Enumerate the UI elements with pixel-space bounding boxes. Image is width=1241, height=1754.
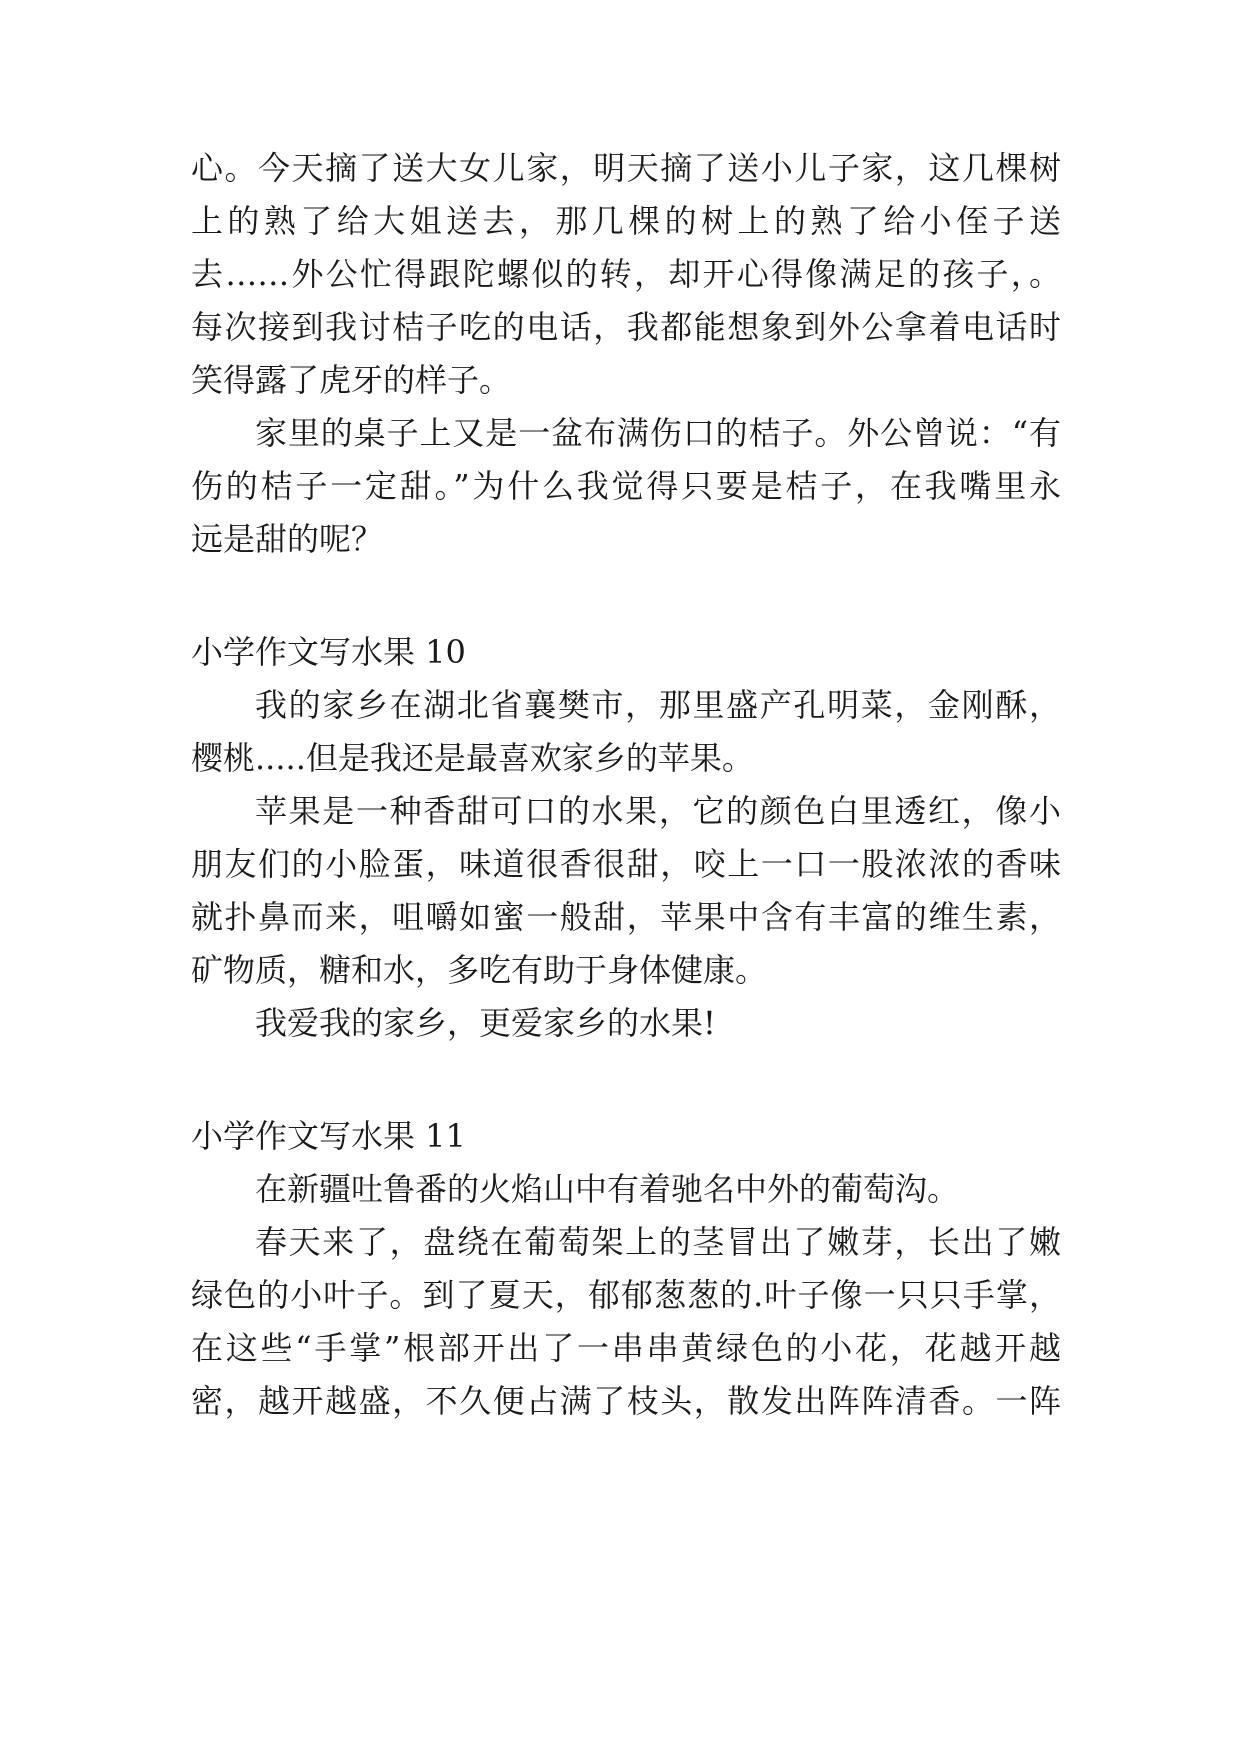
text-line: 樱桃.....但是我还是最喜欢家乡的苹果。 <box>191 739 754 777</box>
text-line: 就扑鼻而来，咀嚼如蜜一般甜，苹果中含有丰富的维生素， <box>191 898 1061 936</box>
text-line: 去……外公忙得跟陀螺似的转，却开心得像满足的孩子，。 <box>191 255 1061 293</box>
essay-title: 小学作文写水果 11 <box>191 1117 466 1155</box>
text-line: 春天来了，盘绕在葡萄架上的茎冒出了嫩芽，长出了嫩 <box>255 1223 1061 1261</box>
text-line: 我的家乡在湖北省襄樊市，那里盛产孔明菜，金刚酥， <box>255 686 1061 724</box>
text-line: 矿物质，糖和水，多吃有助于身体健康。 <box>191 951 768 989</box>
text-line: 在新疆吐鲁番的火焰山中有着驰名中外的葡萄沟。 <box>255 1170 960 1208</box>
text-line: 每次接到我讨桔子吃的电话，我都能想象到外公拿着电话时 <box>191 308 1061 346</box>
text-line: 苹果是一种香甜可口的水果，它的颜色白里透红，像小 <box>255 792 1061 830</box>
text-line: 家里的桌子上又是一盆布满伤口的桔子。外公曾说：“有 <box>255 414 1061 452</box>
text-line: 笑得露了虎牙的样子。 <box>191 361 512 399</box>
text-line: 远是甜的呢？ <box>191 520 384 558</box>
text-line: 心。今天摘了送大女儿家，明天摘了送小儿子家，这几棵树 <box>191 149 1061 187</box>
text-line: 我爱我的家乡，更爱家乡的水果! <box>255 1004 716 1042</box>
text-line: 密，越开越盛，不久便占满了枝头，散发出阵阵清香。一阵 <box>191 1382 1061 1420</box>
text-line: 伤的桔子一定甜。”为什么我觉得只要是桔子，在我嘴里永 <box>191 467 1061 505</box>
text-line: 朋友们的小脸蛋，味道很香很甜，咬上一口一股浓浓的香味 <box>191 845 1061 883</box>
essay-title: 小学作文写水果 10 <box>191 633 466 671</box>
text-line: 上的熟了给大姐送去，那几棵的树上的熟了给小侄子送 <box>191 202 1061 240</box>
text-line: 在这些“手掌”根部开出了一串串黄绿色的小花，花越开越 <box>191 1329 1061 1367</box>
text-line: 绿色的小叶子。到了夏天，郁郁葱葱的.叶子像一只只手掌， <box>191 1276 1061 1314</box>
